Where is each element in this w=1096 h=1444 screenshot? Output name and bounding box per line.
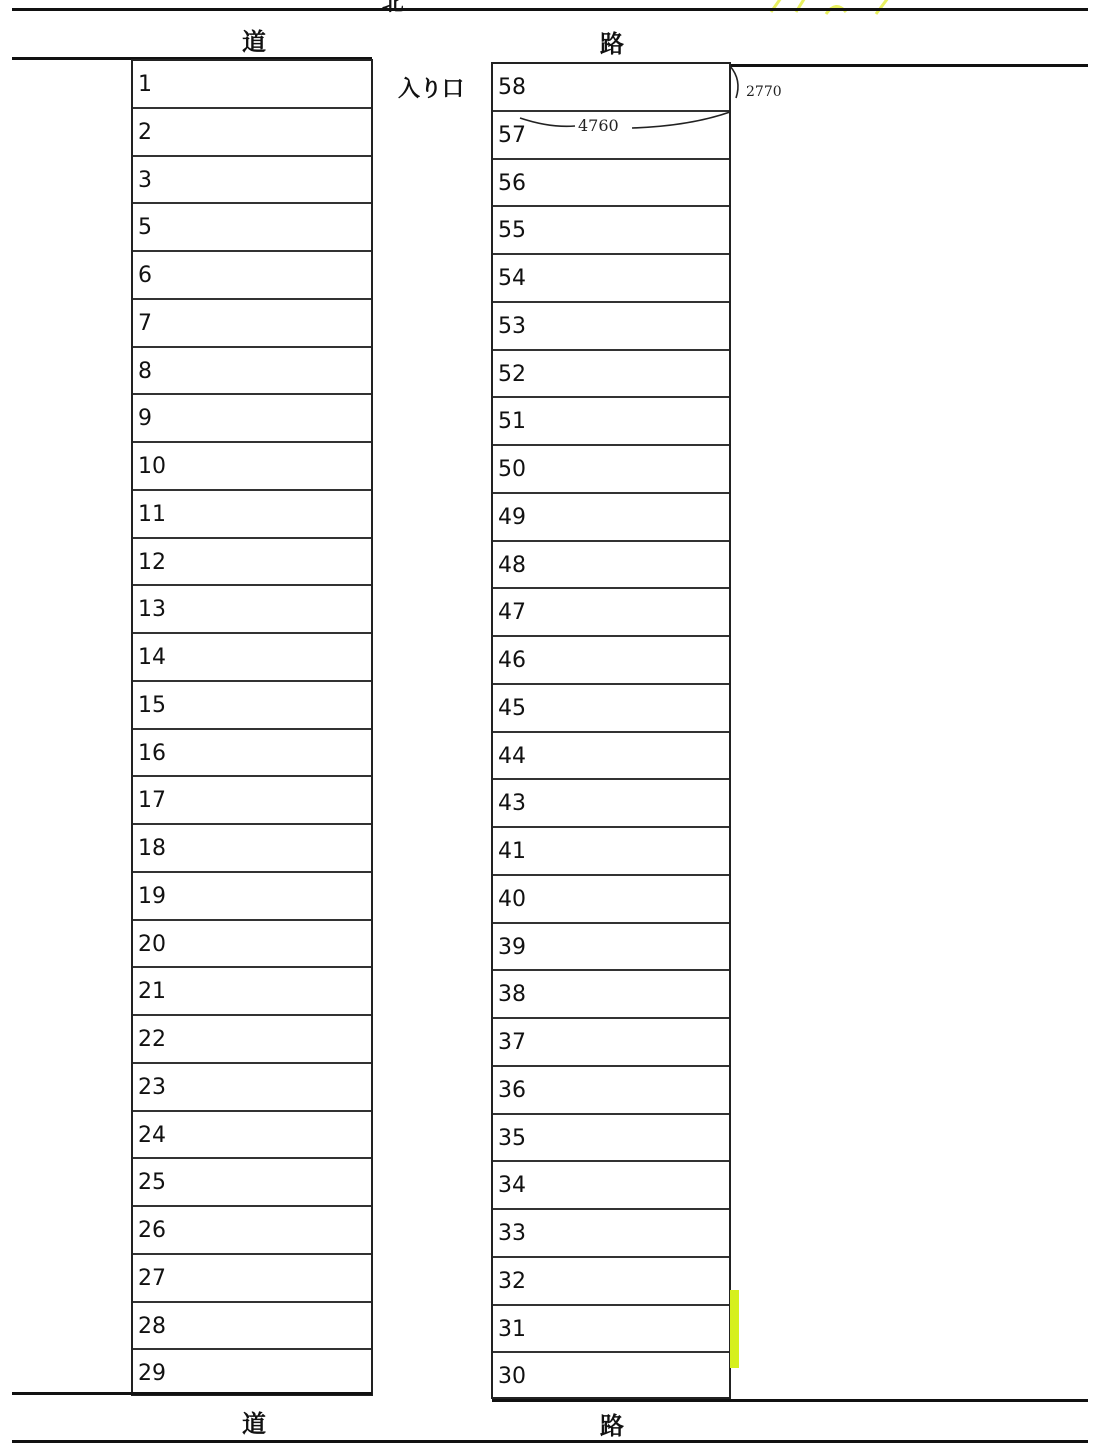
right-parking-space: 47	[493, 589, 729, 637]
left-parking-space: 9	[133, 395, 371, 443]
right-parking-space: 43	[493, 780, 729, 828]
left-parking-space: 13	[133, 586, 371, 634]
left-parking-space: 7	[133, 300, 371, 348]
left-parking-space: 17	[133, 777, 371, 825]
left-parking-space: 28	[133, 1303, 371, 1351]
top-road-label-left: 道	[242, 28, 266, 56]
left-parking-space: 2	[133, 109, 371, 157]
right-parking-space: 44	[493, 733, 729, 781]
right-parking-space: 33	[493, 1210, 729, 1258]
left-parking-space: 23	[133, 1064, 371, 1112]
top-road-edge-line-right	[730, 64, 1088, 67]
highlight-mark	[730, 1290, 739, 1368]
right-parking-space: 50	[493, 446, 729, 494]
right-parking-space: 54	[493, 255, 729, 303]
left-parking-space: 22	[133, 1016, 371, 1064]
right-parking-space: 52	[493, 351, 729, 399]
left-parking-space: 24	[133, 1112, 371, 1160]
left-parking-space: 1	[133, 61, 371, 109]
right-parking-space: 40	[493, 876, 729, 924]
right-parking-space: 41	[493, 828, 729, 876]
right-parking-space: 35	[493, 1115, 729, 1163]
right-parking-space: 53	[493, 303, 729, 351]
bottom-boundary-line	[12, 1440, 1088, 1443]
right-parking-space: 58	[493, 64, 729, 112]
right-parking-space: 55	[493, 207, 729, 255]
right-parking-space: 34	[493, 1162, 729, 1210]
left-parking-space: 19	[133, 873, 371, 921]
right-parking-space: 32	[493, 1258, 729, 1306]
left-parking-column	[131, 59, 373, 1396]
right-parking-space: 37	[493, 1019, 729, 1067]
right-parking-space: 31	[493, 1306, 729, 1354]
left-parking-space: 14	[133, 634, 371, 682]
left-parking-space: 16	[133, 730, 371, 778]
right-parking-space: 38	[493, 971, 729, 1019]
left-parking-space: 26	[133, 1207, 371, 1255]
width-annotation: 4760	[578, 116, 619, 135]
left-parking-space: 21	[133, 968, 371, 1016]
right-parking-space: 51	[493, 398, 729, 446]
right-parking-space: 56	[493, 160, 729, 208]
entrance-label: 入り口	[398, 77, 465, 102]
left-parking-space: 12	[133, 539, 371, 587]
right-parking-column	[491, 62, 731, 1399]
right-parking-space: 30	[498, 1364, 526, 1390]
left-parking-space: 3	[133, 157, 371, 205]
right-parking-space: 39	[493, 924, 729, 972]
bottom-road-edge-line	[12, 1392, 372, 1395]
right-parking-space: 49	[493, 494, 729, 542]
left-parking-space: 8	[133, 348, 371, 396]
top-boundary-line	[12, 8, 1088, 11]
left-parking-space: 11	[133, 491, 371, 539]
bottom-road-label-left: 道	[242, 1410, 266, 1438]
left-parking-space: 20	[133, 921, 371, 969]
right-parking-space: 46	[493, 637, 729, 685]
right-parking-space: 45	[493, 685, 729, 733]
left-parking-space: 10	[133, 443, 371, 491]
bottom-road-label-right: 路	[600, 1412, 624, 1440]
left-parking-space: 29	[138, 1361, 166, 1387]
right-parking-space: 48	[493, 542, 729, 590]
right-parking-space: 57	[493, 112, 729, 160]
left-parking-space: 15	[133, 682, 371, 730]
left-parking-space: 25	[133, 1159, 371, 1207]
right-parking-space: 36	[493, 1067, 729, 1115]
dimension-curve	[490, 60, 750, 140]
left-parking-space: 27	[133, 1255, 371, 1303]
left-parking-space: 6	[133, 252, 371, 300]
bottom-road-edge-line-right	[492, 1399, 1088, 1402]
top-road-label-right: 路	[600, 30, 624, 58]
depth-annotation: 2770	[746, 84, 782, 100]
left-parking-space: 5	[133, 204, 371, 252]
left-parking-space: 18	[133, 825, 371, 873]
